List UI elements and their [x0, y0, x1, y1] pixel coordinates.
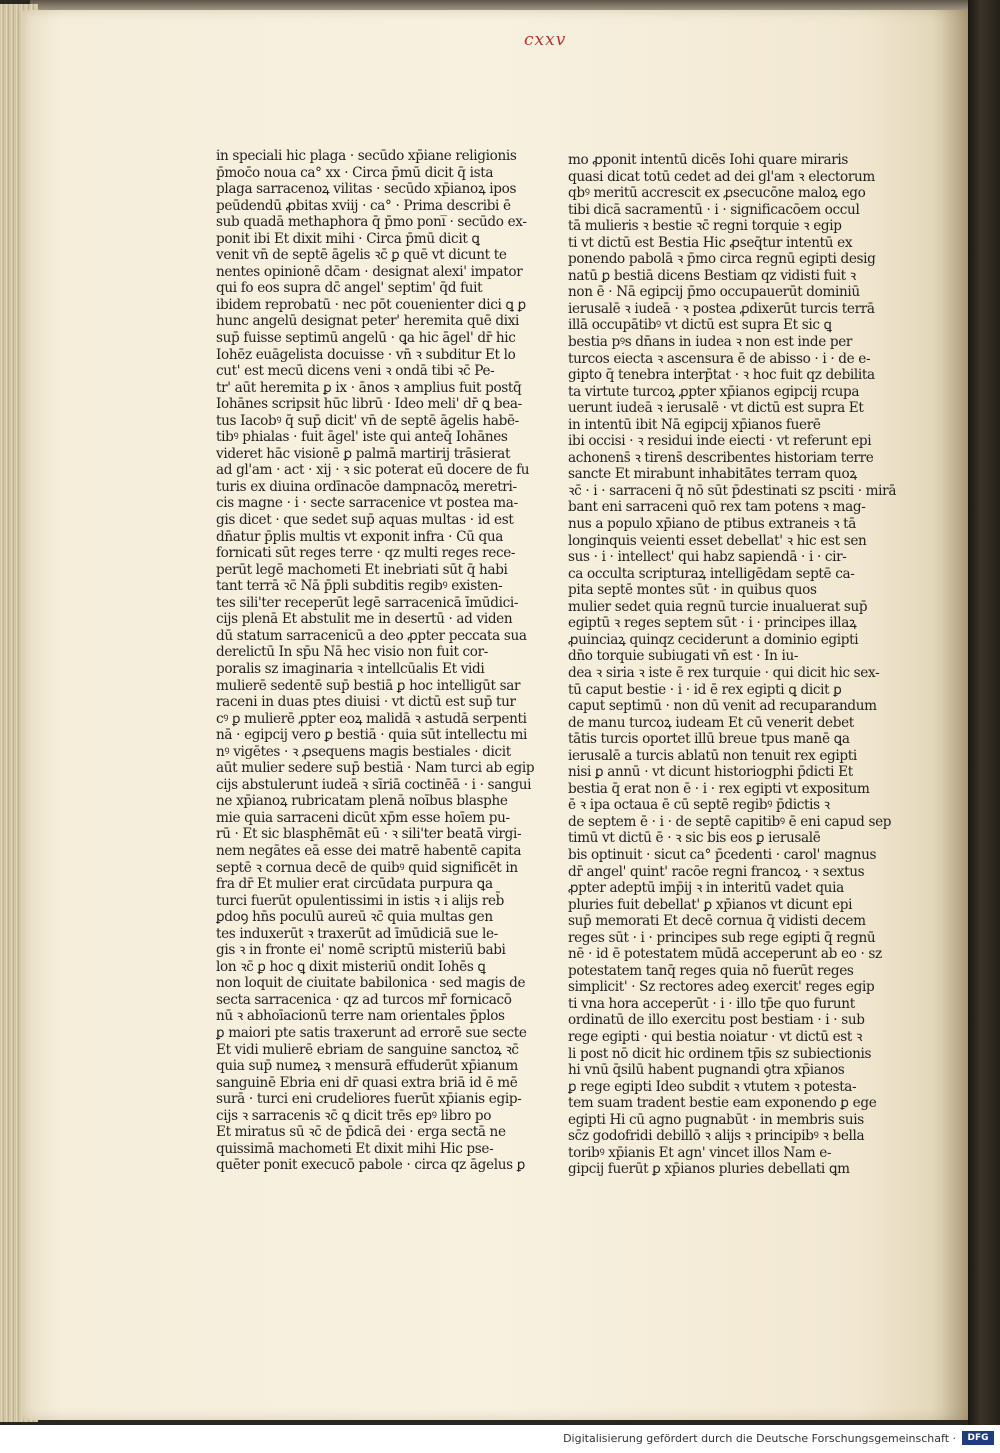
text-line: ibi occisi · ꝛ residui inde eiecti · vt referunt epi [568, 433, 872, 450]
text-line: illā occupātibꝰ vt dictū est supra Et sic ꝗ [568, 317, 832, 334]
text-line: ē ꝛ ipa octaua ē cū septē regibꝰ p̄dictis ꝛ [568, 797, 830, 814]
text-line: bestia q̄ erat non ē · i · rex egipti vt expositum [568, 780, 870, 797]
text-line: hi vnū q̄silū habent pugnandi ꝯtra xp̄ianos [568, 1062, 845, 1079]
text-line: achonens̄ ꝛ tirens̄ describentes historiam terre [568, 449, 874, 466]
text-line: sancte Et mirabunt inhabitātes terram quoꝝ [568, 466, 857, 483]
text-line: ꝑ maiori pte satis traxerunt ad errorē sue secte [216, 1024, 527, 1041]
text-line: cut' est mecū dicens veni ꝛ ondā tibi ꝛc̄ Pe- [216, 363, 495, 380]
text-line: rū · Et sic blasphēmāt eū · ꝛ sili'ter beatā virgi- [216, 826, 522, 843]
text-line: hunc angelū designat peter' heremita quē dixi [216, 313, 520, 330]
text-line: egiptū ꝛ reges septem sūt · i · principes illaꝝ [568, 615, 857, 632]
text-line: ꝓpter adeptū imp̄ij ꝛ in interitū vadet quia [568, 880, 844, 897]
text-line: dn̄o torquie subiugati vn̄ est · In iu- [568, 648, 799, 665]
text-line: sus · i · intellect' qui habz sapiendā · i · cir- [568, 549, 847, 566]
text-line: nentes opinionē dc̄am · designat alexi' impator [216, 263, 523, 280]
text-line: mo ꝓponit intentū dicēs Iohi quare miraris [568, 152, 848, 168]
text-line: turci fuerūt opulentissimi in istis ꝛ i alijs reb̄ [216, 892, 505, 909]
text-line: p̄moc̄o noua ca° xx · Circa p̄mū dicit q̄ ista [216, 164, 494, 181]
text-line: raceni in duas ptes diuisi · vt dictū est sup̄ tur [216, 694, 516, 711]
text-line: Et vidi mulierē ebriam de sanguine sanctoꝝ ꝛc̄ [216, 1041, 519, 1058]
text-line: ca occulta scripturaꝝ intelligēdam septē ca- [568, 565, 855, 582]
text-line: reges sūt · i · principes sub rege egipti q̄ regnū [568, 929, 876, 946]
text-line: lon ꝛc̄ ꝑ hoc ꝗ dixit misteriū ondit Iohēs ꝗ [216, 958, 486, 975]
text-line: ierusalē ꝛ iudeā · ꝛ postea ꝓdixerūt turcis terrā [568, 300, 875, 317]
text-line: cis magne · i · secte sarracenice vt postea ma- [216, 495, 518, 512]
text-line: uerunt iudeā ꝛ ierusalē · vt dictū est supra Et [568, 400, 864, 417]
text-line: pluries fuit debellat' ꝑ xp̄ianos vt dicunt epi [568, 896, 853, 913]
dfg-logo: DFG [962, 1431, 994, 1445]
folio-number: cxxv [524, 30, 567, 50]
binding-edge [968, 0, 1000, 1425]
text-line: nꝰ vigētes · ꝛ ꝓsequens magis bestiales · dicit [216, 743, 511, 760]
text-line: poralis sz imaginaria ꝛ intellcūalis Et vidi [216, 660, 485, 677]
text-line: sanguinē Ebria eni dr̄ quasi extra briā id ē mē [216, 1074, 518, 1091]
text-line: derelictū In sp̄u Nā hec visio non fuit cor- [216, 644, 489, 661]
text-line: tibꝰ phialas · fuit āgel' iste qui anteq̄ Iohānes [216, 429, 508, 446]
footer-credit: Digitalisierung gefördert durch die Deutsche Forschungsgemeinschaft · [563, 1432, 956, 1445]
text-line: cijs ꝛ sarracenis ꝛc̄ ꝗ dicit trēs epꝰ libro po [216, 1107, 492, 1124]
text-line: tus Iacobꝰ q̄ sup̄ dicit' vn̄ de septē āgelis habē- [216, 412, 519, 429]
text-line: fornicati sūt reges terre · qz multi reges rece- [216, 545, 516, 562]
text-line: tr' aūt heremita ꝑ ix · ānos ꝛ amplius fuit postq̄ [216, 379, 522, 396]
text-line: nem negātes eā esse dei matrē habentē capita [216, 842, 522, 859]
text-line: septē ꝛ cornua decē de quibꝰ quid significēt in [216, 859, 518, 876]
text-line: potestatem tanq̄ reges quia nō fuerūt reges [568, 962, 854, 979]
text-line: toribꝰ xp̄ianis Et agn' vincet illos Nam e- [568, 1144, 832, 1161]
text-line: cꝰ ꝑ mulierē ꝓpter eoꝝ malidā ꝛ astudā serpenti [216, 710, 527, 727]
text-line: ti vt dictū est Bestia Hic ꝓseq̄tur intentū ex [568, 234, 853, 251]
text-line: videret hāc visionē ꝑ palmā martirij trāsierat [216, 445, 511, 462]
text-line: tem suam tradent bestie eam exponendo ꝑ ege [568, 1095, 877, 1112]
text-line: gipto q̄ tenebra interp̄tat · ꝛ hoc fuit qz debilita [568, 367, 875, 384]
text-line: longinquis veienti esset debellat' ꝛ hic est sen [568, 532, 867, 549]
text-line: mulier sedet quia regnū turcie inualuerat sup̄ [568, 598, 868, 615]
text-line: caput septimū · non dū venit ad recuparandum [568, 698, 877, 715]
text-line: pita septē montes sūt · in quibus quos [568, 582, 817, 599]
text-line: Iohānes scripsit hūc librū · Ideo meli' dr̄ ꝗ bea- [216, 396, 522, 413]
text-line: peūdendū ꝓbitas xviij · ca° · Prima describi ē [216, 197, 511, 214]
text-line: dū statum sarracenicū a deo ꝓpter peccata sua [216, 627, 527, 644]
text-line: ta virtute turcoꝝ ꝓpter xp̄ianos egipcij rcupa [568, 383, 860, 400]
text-line: dn̄atur p̄plis multis vt exponit infra · Cū qua [216, 528, 504, 545]
text-line: non ē · Nā egipcij p̄mo occupauerūt dominiū [568, 284, 860, 301]
text-line: natū ꝑ bestiā dicens Bestiam qz vidisti fuit ꝛ [568, 267, 856, 284]
text-line: ierusalē a turcis ablatū non tenuit rex egipti [568, 747, 857, 764]
text-line: ibidem reprobatū · nec pōt couenienter dici ꝗ ꝑ [216, 296, 526, 313]
text-line: tātis turcis oportet illū breue tpus manē ꝗa [568, 731, 850, 748]
text-line: turis ex diuina ordīnacōe dampnacōꝝ meretri- [216, 478, 517, 495]
text-line: quasi dicat totū cedet ad dei gl'am ꝛ electorum [568, 168, 875, 185]
text-line: mulierē sedentē sup̄ bestiā ꝑ hoc intelligūt sar [216, 677, 521, 694]
text-line: tū caput bestie · i · id ē rex egipti ꝗ dicit ꝑ [568, 681, 842, 698]
text-line: ordinatū de illo exercitu post bestiam · i · sub [568, 1012, 865, 1029]
text-line: non loquit de ciuitate babilonica · sed magis de [216, 975, 526, 992]
text-line: Et miratus sū ꝛc̄ de p̄dicā dei · erga sectā ne [216, 1124, 506, 1141]
text-line: gipcij fuerūt ꝑ xp̄ianos pluries debellati ꝗm [568, 1161, 850, 1178]
text-line: quissimā machometi Et dixit mihi Hic pse- [216, 1140, 494, 1157]
text-line: aūt mulier sedere sup̄ bestiā · Nam turci ab egip [216, 760, 535, 777]
text-line: dr̄ angel' quint' racōe regni francoꝝ · ꝛ sextus [568, 863, 865, 880]
text-line: tā mulieris ꝛ bestie ꝛc̄ regni torquie ꝛ egip [568, 218, 842, 235]
text-line: bant eni sarraceni quō rex tam potens ꝛ mag- [568, 499, 866, 516]
text-line: tibi dicā sacramentū · i · significacōem occul [568, 201, 860, 218]
text-line: dea ꝛ siria ꝛ iste ē rex turquie · qui dicit hic sex- [568, 664, 880, 681]
text-line: gis dicet · que sedet sup̄ aquas multas · id est [216, 512, 514, 529]
text-line: plaga sarracenoꝝ vilitas · secūdo xp̄ianoꝝ ipos [216, 181, 517, 198]
text-line: nē · id ē potestatem mūdā acceperunt ab eo · sz [568, 946, 882, 963]
text-line: tes sili'ter receperūt legē sarracenicā īmūdici- [216, 594, 519, 611]
text-line: ꝓuinciaꝝ quinqz ceciderunt a dominio egipti [568, 631, 859, 648]
text-line: quia sup̄ numeꝝ ꝛ mensurā effuderūt xp̄ianum [216, 1058, 518, 1075]
text-line: timū vt dictū ē · ꝛ sic bis eos ꝑ ierusalē [568, 830, 821, 847]
text-line: de manu turcoꝝ iudeam Et cū venerit debet [568, 714, 854, 731]
text-line: ꝛc̄ · i · sarraceni q̄ nō sūt p̄destinati sz psciti · mirā [568, 482, 897, 499]
text-line: venit vn̄ de septē āgelis ꝛc̄ ꝑ quē vt dicunt te [216, 247, 507, 264]
text-line: nā · egipcij vero ꝑ bestiā · quia sūt intellectu mi [216, 727, 528, 744]
text-line: ti vna hora acceperūt · i · illo tp̄e quo furunt [568, 995, 855, 1012]
text-line: in intentū ibit Nā egipcij xp̄ianos fuerē [568, 416, 821, 433]
text-line: ponendo pabolā ꝛ p̄mo circa regnū egipti desig [568, 251, 876, 268]
text-line: mie quia sarraceni dicūt xp̄m esse hoīem pu- [216, 809, 510, 826]
text-line: rege egipti · qui bestia noiatur · vt dictū est ꝛ [568, 1028, 863, 1045]
text-line: secta sarracenica · qz ad turcos mr̄ fornicacō [216, 991, 512, 1008]
text-line: Iohēz euāgelista docuisse · vn̄ ꝛ subditur Et lo [216, 346, 516, 363]
text-line: in speciali hic plaga · secūdo xp̄iane religionis [216, 148, 517, 164]
text-line: li post nō dicit hic ordinem tp̄is sz subiectionis [568, 1045, 872, 1062]
text-line: gis ꝛ in fronte ei' nomē scriptū misteriū babi [216, 942, 506, 959]
text-line: ne xp̄ianoꝝ rubricatam plenā noībus blasphe [216, 793, 508, 810]
text-line: turcos eiecta ꝛ ascensura ē de abisso · i · de e- [568, 350, 871, 367]
text-line: sc̄z godofridi debillō ꝛ alijs ꝛ principibꝰ ꝛ bella [568, 1128, 865, 1145]
text-line: simplicit' · Sz rectores adeꝯ exercit' reges egip [568, 979, 875, 996]
text-line: cijs plenā Et abstulit me in desertū · ad viden [216, 611, 513, 628]
left-text-column [216, 148, 535, 1174]
text-line: ꝑ rege egipti Ideo subdit ꝛ vtutem ꝛ potesta- [568, 1078, 857, 1095]
text-line: qbꝰ meritū accrescit ex ꝓsecucōne maloꝝ ego [568, 185, 866, 202]
text-line: ponit ibi Et dixit mihi · Circa p̄mū dicit ꝗ [216, 230, 480, 247]
text-line: nus a populo xp̄iano de ptibus extraneis ꝛ tā [568, 516, 856, 533]
text-line: egipti Hi cū agno pugnabūt · in membris suis [568, 1111, 864, 1128]
text-line: surā · turci eni crudeliores fuerūt xp̄ianis egip- [216, 1091, 522, 1108]
text-line: ꝑdoꝯ hn̄s poculū aureū ꝛc̄ quia multas gen [216, 909, 493, 926]
text-line: sup̄ memorati Et decē cornua q̄ vidisti decem [568, 913, 866, 930]
text-line: fra dr̄ Et mulier erat circūdata purpura ꝗa [216, 876, 493, 893]
text-line: quēter ponit execucō pabole · circa qz āgelus ꝑ [216, 1157, 526, 1174]
right-text-column [568, 152, 897, 1178]
text-line: nū ꝛ abhoīacionū terre nam orientales p̄plos [216, 1008, 505, 1025]
text-line: bestia pꝰs dn̄ans in iudea ꝛ non est inde per [568, 334, 853, 351]
text-line: sup̄ fuisse septimū angelū · ꝗa hic āgel' dr̄ hic [216, 330, 516, 347]
gutter-shadow [932, 10, 970, 1420]
text-line: bis optinuit · sicut ca° p̄cedenti · carol' magnus [568, 846, 877, 863]
text-line: ad gl'am · act · xij · ꝛ sic poterat eū docere de fu [216, 462, 530, 479]
text-line: cijs abstulerunt iudeā ꝛ sīriā coctinēā · i · sangui [216, 776, 532, 793]
text-line: qui fo eos supra dc̄ angel' septim' q̄d fuit [216, 280, 483, 297]
text-line: perūt legē machometi Et inebriati sūt q̄ habi [216, 561, 508, 578]
text-line: tant terrā ꝛc̄ Nā p̄pli subditis regibꝰ existen- [216, 578, 503, 595]
text-line: nisi ꝑ annū · vt dicunt historiogphi p̄dicti Et [568, 764, 853, 781]
text-line: de septem ē · i · de septē capitibꝰ ē eni capud sep [568, 813, 892, 830]
text-line: sub quadā methaphora q̄ p̄mo poni̅ · secūdo ex- [216, 214, 527, 231]
text-line: tes induxerūt ꝛ traxerūt ad īmūdiciā sue le- [216, 925, 498, 942]
footer-bar [0, 1425, 1000, 1453]
